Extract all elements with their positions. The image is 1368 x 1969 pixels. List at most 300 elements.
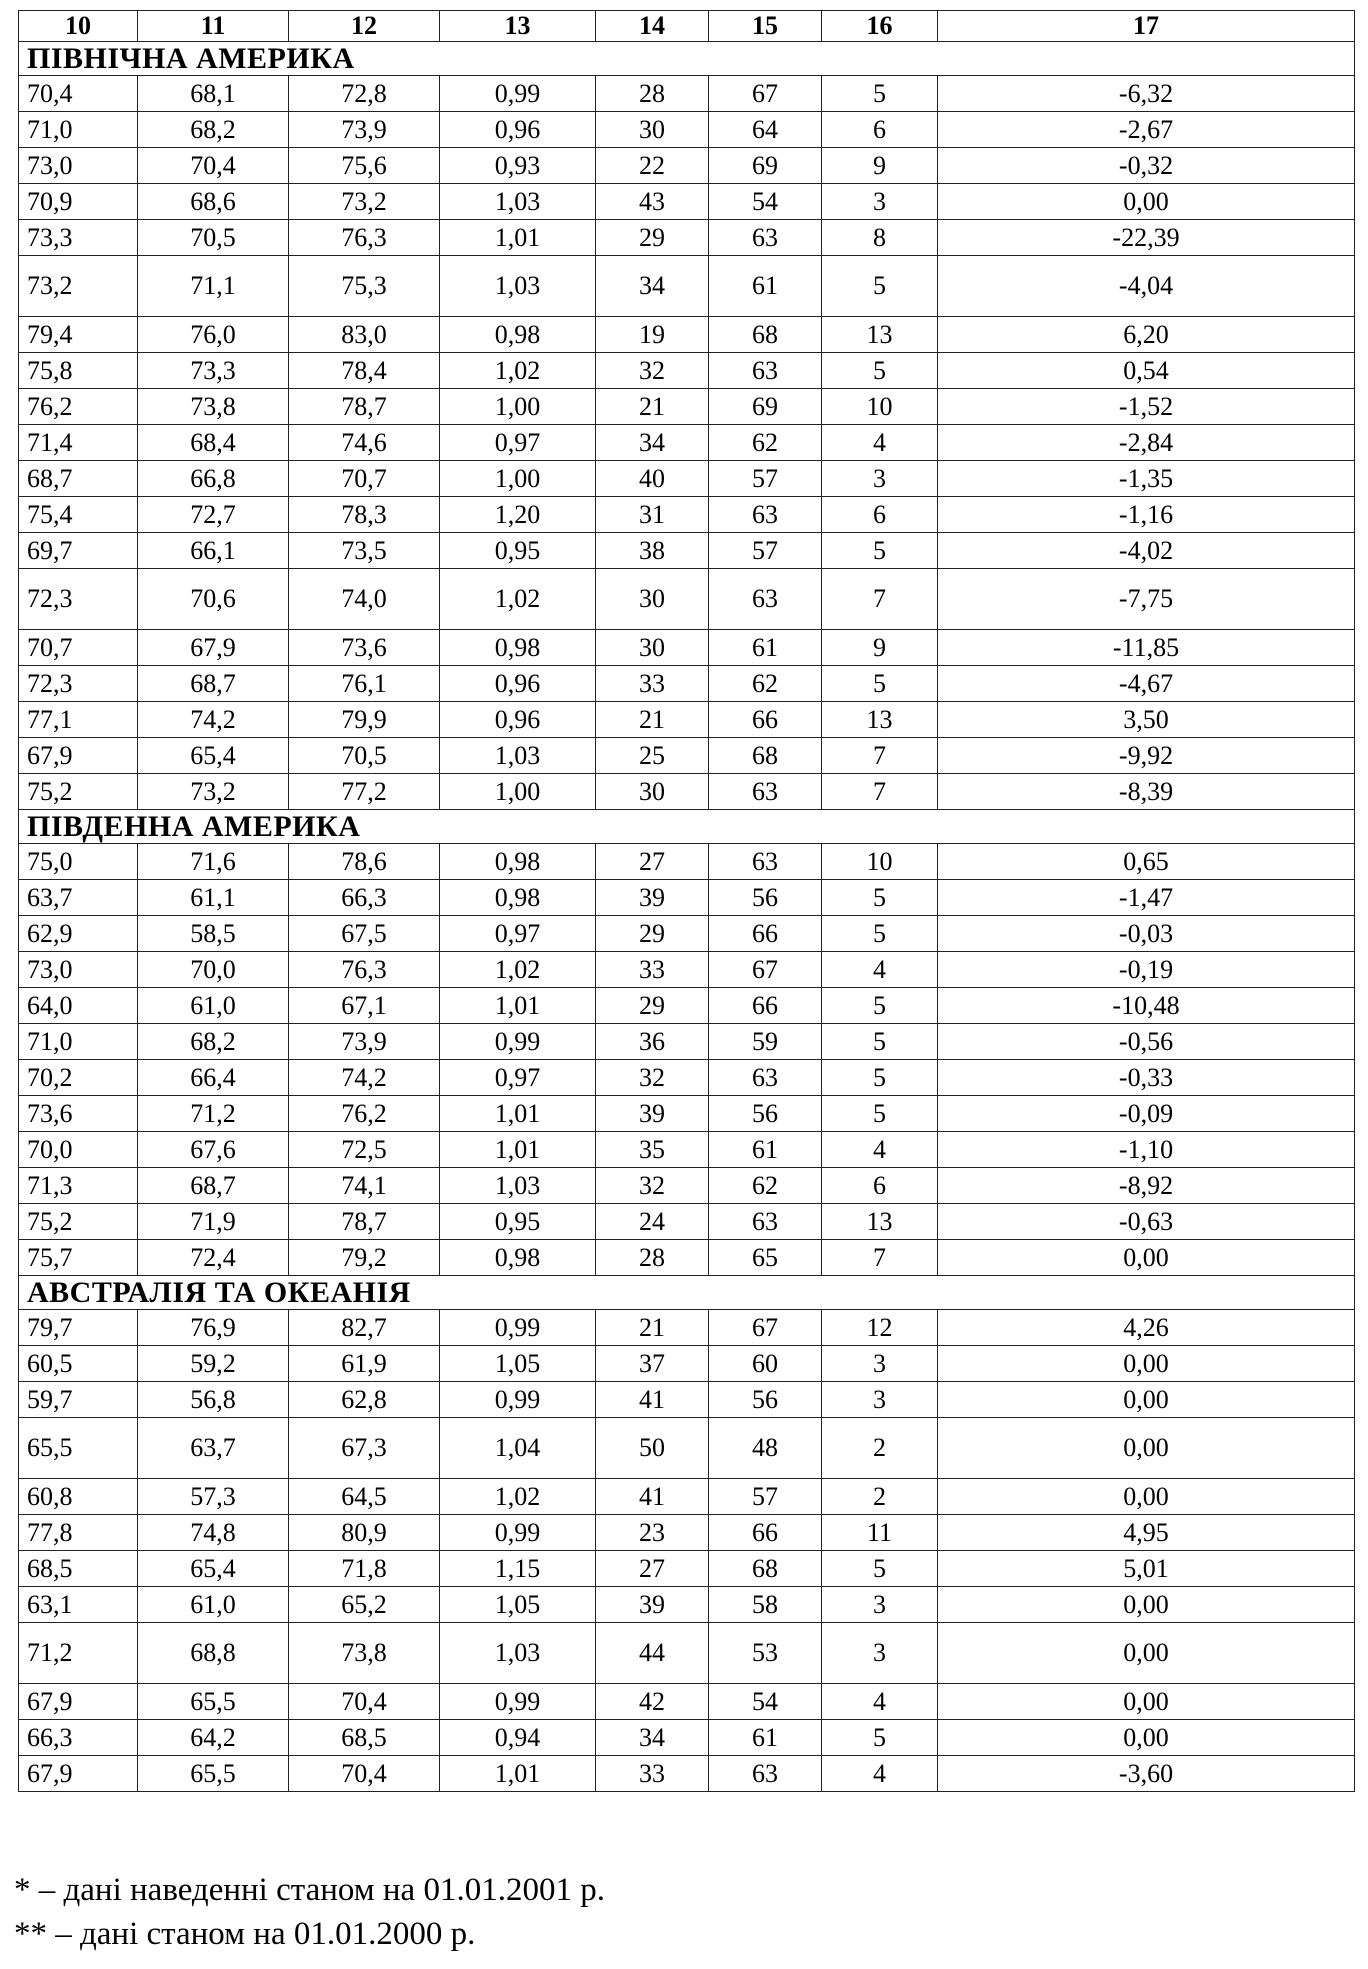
table-cell: 34 xyxy=(596,425,709,461)
table-cell: 83,0 xyxy=(289,317,440,353)
table-cell: 9 xyxy=(822,630,938,666)
table-cell: 33 xyxy=(596,1756,709,1792)
table-cell: 29 xyxy=(596,916,709,952)
table-row xyxy=(19,1418,1355,1479)
table-cell: 6 xyxy=(822,1168,938,1204)
table-cell: 67,9 xyxy=(19,1684,138,1720)
table-cell: -0,63 xyxy=(938,1204,1355,1240)
table-cell: 7 xyxy=(822,738,938,774)
table-cell: 0,94 xyxy=(440,1720,596,1756)
table-cell: -0,33 xyxy=(938,1060,1355,1096)
table-cell: 32 xyxy=(596,353,709,389)
table-row xyxy=(19,774,1355,810)
table-cell: -0,09 xyxy=(938,1096,1355,1132)
table-cell: 76,1 xyxy=(289,666,440,702)
table-cell: 73,2 xyxy=(289,184,440,220)
table-row xyxy=(19,1551,1355,1587)
table-cell: 10 xyxy=(822,389,938,425)
table-cell: 29 xyxy=(596,988,709,1024)
table-cell: 68,2 xyxy=(138,112,289,148)
table-cell: 70,4 xyxy=(289,1756,440,1792)
table-cell: 21 xyxy=(596,1310,709,1346)
table-cell: 13 xyxy=(822,317,938,353)
table-cell: 29 xyxy=(596,220,709,256)
table-cell: 60,8 xyxy=(19,1479,138,1515)
table-cell: 68,1 xyxy=(138,76,289,112)
table-cell: 56 xyxy=(709,1382,822,1418)
table-cell: 74,0 xyxy=(289,569,440,630)
table-cell: 66,3 xyxy=(289,880,440,916)
table-cell: -0,32 xyxy=(938,148,1355,184)
table-cell: 63 xyxy=(709,353,822,389)
table-cell: -9,92 xyxy=(938,738,1355,774)
table-cell: 57 xyxy=(709,533,822,569)
table-cell: 69,7 xyxy=(19,533,138,569)
table-row xyxy=(19,497,1355,533)
table-cell: 65,5 xyxy=(138,1756,289,1792)
table-cell: 0,99 xyxy=(440,1684,596,1720)
table-cell: -22,39 xyxy=(938,220,1355,256)
table-cell: 4,26 xyxy=(938,1310,1355,1346)
table-cell: 5 xyxy=(822,666,938,702)
table-cell: 0,99 xyxy=(440,1024,596,1060)
table-cell: 5 xyxy=(822,1060,938,1096)
table-cell: 65,4 xyxy=(138,738,289,774)
table-cell: 70,7 xyxy=(19,630,138,666)
table-cell: 63 xyxy=(709,774,822,810)
table-cell: 0,00 xyxy=(938,1720,1355,1756)
table-cell: 1,01 xyxy=(440,1132,596,1168)
table-cell: 64,2 xyxy=(138,1720,289,1756)
table-cell: 74,8 xyxy=(138,1515,289,1551)
table-cell: 24 xyxy=(596,1204,709,1240)
table-cell: 1,01 xyxy=(440,988,596,1024)
table-cell: 66 xyxy=(709,702,822,738)
table-cell: 1,03 xyxy=(440,184,596,220)
table-cell: 59 xyxy=(709,1024,822,1060)
table-cell: 67,6 xyxy=(138,1132,289,1168)
table-row xyxy=(19,1346,1355,1382)
table-cell: 3 xyxy=(822,184,938,220)
table-cell: 1,03 xyxy=(440,738,596,774)
table-row xyxy=(19,1240,1355,1276)
table-row xyxy=(19,1720,1355,1756)
table-row xyxy=(19,1024,1355,1060)
table-cell: 1,00 xyxy=(440,389,596,425)
table-cell: 65 xyxy=(709,1240,822,1276)
table-row xyxy=(19,630,1355,666)
table-cell: 0,00 xyxy=(938,1240,1355,1276)
table-body xyxy=(19,42,1355,1792)
data-table xyxy=(18,10,1355,1792)
table-cell: 75,4 xyxy=(19,497,138,533)
table-row xyxy=(19,1168,1355,1204)
table-cell: 72,3 xyxy=(19,666,138,702)
table-cell: 61 xyxy=(709,256,822,317)
table-cell: 78,4 xyxy=(289,353,440,389)
table-cell: 63 xyxy=(709,1756,822,1792)
table-cell: -8,39 xyxy=(938,774,1355,810)
table-cell: -4,02 xyxy=(938,533,1355,569)
table-cell: 75,0 xyxy=(19,844,138,880)
table-cell: 1,15 xyxy=(440,1551,596,1587)
table-cell: 34 xyxy=(596,256,709,317)
table-cell: 75,6 xyxy=(289,148,440,184)
table-cell: 32 xyxy=(596,1060,709,1096)
table-cell: 28 xyxy=(596,76,709,112)
table-cell: 4 xyxy=(822,1684,938,1720)
table-cell: 57 xyxy=(709,1479,822,1515)
section-title: ПІВНІЧНА АМЕРИКА xyxy=(19,42,1355,76)
table-cell: 0,00 xyxy=(938,1346,1355,1382)
table-cell: 76,0 xyxy=(138,317,289,353)
table-cell: -0,19 xyxy=(938,952,1355,988)
table-cell: 70,9 xyxy=(19,184,138,220)
table-cell: 1,03 xyxy=(440,256,596,317)
table-cell: 73,8 xyxy=(138,389,289,425)
table-cell: 42 xyxy=(596,1684,709,1720)
table-cell: -0,03 xyxy=(938,916,1355,952)
table-row xyxy=(19,220,1355,256)
table-cell: -2,84 xyxy=(938,425,1355,461)
table-row xyxy=(19,1060,1355,1096)
table-cell: 30 xyxy=(596,774,709,810)
table-cell: 66,3 xyxy=(19,1720,138,1756)
table-cell: -1,10 xyxy=(938,1132,1355,1168)
table-cell: 66 xyxy=(709,916,822,952)
table-cell: 54 xyxy=(709,1684,822,1720)
table-cell: 67,1 xyxy=(289,988,440,1024)
table-cell: 37 xyxy=(596,1346,709,1382)
table-cell: 4,95 xyxy=(938,1515,1355,1551)
table-cell: 76,3 xyxy=(289,220,440,256)
table-cell: 71,2 xyxy=(138,1096,289,1132)
table-cell: 72,4 xyxy=(138,1240,289,1276)
table-cell: 62 xyxy=(709,1168,822,1204)
table-cell: 78,7 xyxy=(289,389,440,425)
table-cell: 30 xyxy=(596,630,709,666)
table-cell: 54 xyxy=(709,184,822,220)
table-cell: 22 xyxy=(596,148,709,184)
table-cell: 3 xyxy=(822,1587,938,1623)
table-cell: 72,5 xyxy=(289,1132,440,1168)
table-cell: 63,7 xyxy=(19,880,138,916)
table-cell: 74,6 xyxy=(289,425,440,461)
table-cell: 1,02 xyxy=(440,952,596,988)
table-cell: 57,3 xyxy=(138,1479,289,1515)
table-cell: 68,5 xyxy=(19,1551,138,1587)
table-cell: 7 xyxy=(822,1240,938,1276)
table-cell: 70,7 xyxy=(289,461,440,497)
table-cell: 5 xyxy=(822,353,938,389)
table-cell: 0,98 xyxy=(440,317,596,353)
footnote-2: ** – дані станом на 01.01.2000 р. xyxy=(14,1916,476,1952)
table-cell: 3 xyxy=(822,461,938,497)
table-cell: 79,4 xyxy=(19,317,138,353)
table-cell: 30 xyxy=(596,569,709,630)
table-cell: 40 xyxy=(596,461,709,497)
table-cell: 21 xyxy=(596,389,709,425)
table-cell: -7,75 xyxy=(938,569,1355,630)
table-cell: 61,9 xyxy=(289,1346,440,1382)
table-cell: 67,9 xyxy=(19,1756,138,1792)
table-cell: 70,6 xyxy=(138,569,289,630)
table-cell: 1,05 xyxy=(440,1346,596,1382)
table-cell: 1,05 xyxy=(440,1587,596,1623)
table-cell: 1,00 xyxy=(440,461,596,497)
table-cell: 1,04 xyxy=(440,1418,596,1479)
table-cell: 68,7 xyxy=(19,461,138,497)
table-cell: 71,9 xyxy=(138,1204,289,1240)
table-cell: 4 xyxy=(822,1132,938,1168)
table-row xyxy=(19,702,1355,738)
table-cell: 59,7 xyxy=(19,1382,138,1418)
table-cell: 0,97 xyxy=(440,1060,596,1096)
table-cell: 1,02 xyxy=(440,1479,596,1515)
column-header: 17 xyxy=(938,11,1355,42)
table-cell: 68,7 xyxy=(138,1168,289,1204)
table-cell: 76,9 xyxy=(138,1310,289,1346)
table-cell: 0,00 xyxy=(938,1382,1355,1418)
table-row xyxy=(19,533,1355,569)
table-row xyxy=(19,256,1355,317)
table-cell: 76,3 xyxy=(289,952,440,988)
table-cell: 7 xyxy=(822,774,938,810)
table-cell: 35 xyxy=(596,1132,709,1168)
table-cell: 48 xyxy=(709,1418,822,1479)
section-title: АВСТРАЛІЯ ТА ОКЕАНІЯ xyxy=(19,1276,1355,1310)
table-cell: 13 xyxy=(822,702,938,738)
table-cell: 74,2 xyxy=(289,1060,440,1096)
table-cell: 65,4 xyxy=(138,1551,289,1587)
table-cell: 0,00 xyxy=(938,1623,1355,1684)
table-cell: 71,0 xyxy=(19,1024,138,1060)
table-cell: 41 xyxy=(596,1479,709,1515)
table-cell: 72,7 xyxy=(138,497,289,533)
table-cell: 64,5 xyxy=(289,1479,440,1515)
table-cell: 75,2 xyxy=(19,1204,138,1240)
table-cell: 0,00 xyxy=(938,184,1355,220)
table-cell: 77,2 xyxy=(289,774,440,810)
column-header: 11 xyxy=(138,11,289,42)
table-cell: 56 xyxy=(709,880,822,916)
table-row xyxy=(19,1479,1355,1515)
table-cell: 41 xyxy=(596,1382,709,1418)
table-cell: 69 xyxy=(709,389,822,425)
table-cell: 38 xyxy=(596,533,709,569)
table-cell: 69 xyxy=(709,148,822,184)
table-cell: 7 xyxy=(822,569,938,630)
table-cell: 66,4 xyxy=(138,1060,289,1096)
table-row xyxy=(19,880,1355,916)
table-cell: 5 xyxy=(822,256,938,317)
table-row xyxy=(19,148,1355,184)
table-cell: 53 xyxy=(709,1623,822,1684)
column-header: 16 xyxy=(822,11,938,42)
table-cell: 70,4 xyxy=(138,148,289,184)
table-cell: 79,2 xyxy=(289,1240,440,1276)
table-cell: 73,9 xyxy=(289,1024,440,1060)
table-cell: 62,8 xyxy=(289,1382,440,1418)
table-cell: 33 xyxy=(596,666,709,702)
table-cell: 72,3 xyxy=(19,569,138,630)
table-cell: 77,8 xyxy=(19,1515,138,1551)
table-cell: 33 xyxy=(596,952,709,988)
table-cell: 5 xyxy=(822,1024,938,1060)
table-cell: 75,7 xyxy=(19,1240,138,1276)
table-cell: 61,1 xyxy=(138,880,289,916)
table-cell: 28 xyxy=(596,1240,709,1276)
table-cell: -1,47 xyxy=(938,880,1355,916)
table-cell: 68 xyxy=(709,1551,822,1587)
table-cell: 56,8 xyxy=(138,1382,289,1418)
table-cell: 0,54 xyxy=(938,353,1355,389)
table-cell: 27 xyxy=(596,844,709,880)
table-cell: 21 xyxy=(596,702,709,738)
table-row xyxy=(19,1310,1355,1346)
table-cell: 71,1 xyxy=(138,256,289,317)
column-header: 15 xyxy=(709,11,822,42)
table-cell: 71,2 xyxy=(19,1623,138,1684)
table-cell: 70,0 xyxy=(138,952,289,988)
table-cell: 39 xyxy=(596,1096,709,1132)
table-row xyxy=(19,461,1355,497)
table-cell: 68 xyxy=(709,738,822,774)
table-cell: 0,99 xyxy=(440,1310,596,1346)
table-cell: 0,98 xyxy=(440,880,596,916)
table-cell: 36 xyxy=(596,1024,709,1060)
table-row xyxy=(19,1684,1355,1720)
table-cell: 0,95 xyxy=(440,1204,596,1240)
table-cell: 0,96 xyxy=(440,112,596,148)
table-cell: 60,5 xyxy=(19,1346,138,1382)
footnotes xyxy=(14,1868,605,1956)
column-header: 12 xyxy=(289,11,440,42)
table-cell: 1,01 xyxy=(440,1096,596,1132)
table-cell: 75,8 xyxy=(19,353,138,389)
table-row xyxy=(19,425,1355,461)
section-header-row xyxy=(19,42,1355,76)
table-cell: 5 xyxy=(822,1551,938,1587)
table-cell: 62 xyxy=(709,425,822,461)
table-cell: -0,56 xyxy=(938,1024,1355,1060)
table-cell: 71,3 xyxy=(19,1168,138,1204)
footnote-1: * – дані наведенні станом на 01.01.2001 р. xyxy=(14,1872,605,1908)
table-cell: 3,50 xyxy=(938,702,1355,738)
table-cell: 70,5 xyxy=(289,738,440,774)
table-cell: 1,02 xyxy=(440,353,596,389)
table-cell: 73,0 xyxy=(19,148,138,184)
table-cell: 4 xyxy=(822,952,938,988)
table-cell: 61,0 xyxy=(138,1587,289,1623)
table-cell: 2 xyxy=(822,1479,938,1515)
table-cell: 0,00 xyxy=(938,1479,1355,1515)
column-header: 10 xyxy=(19,11,138,42)
table-cell: 6,20 xyxy=(938,317,1355,353)
table-cell: 77,1 xyxy=(19,702,138,738)
table-cell: 67,9 xyxy=(138,630,289,666)
table-cell: 74,1 xyxy=(289,1168,440,1204)
table-row xyxy=(19,666,1355,702)
table-cell: 68,7 xyxy=(138,666,289,702)
table-row xyxy=(19,1204,1355,1240)
table-cell: 63 xyxy=(709,1204,822,1240)
table-row xyxy=(19,389,1355,425)
table-cell: 76,2 xyxy=(19,389,138,425)
table-cell: 8 xyxy=(822,220,938,256)
table-cell: 12 xyxy=(822,1310,938,1346)
table-cell: 66,8 xyxy=(138,461,289,497)
table-cell: 31 xyxy=(596,497,709,533)
table-cell: 0,97 xyxy=(440,916,596,952)
table-cell: -11,85 xyxy=(938,630,1355,666)
table-cell: 80,9 xyxy=(289,1515,440,1551)
table-cell: 73,5 xyxy=(289,533,440,569)
table-row xyxy=(19,952,1355,988)
table-cell: 74,2 xyxy=(138,702,289,738)
table-cell: 68,4 xyxy=(138,425,289,461)
table-cell: 64,0 xyxy=(19,988,138,1024)
table-cell: 73,8 xyxy=(289,1623,440,1684)
section-title: ПІВДЕННА АМЕРИКА xyxy=(19,810,1355,844)
table-cell: 71,6 xyxy=(138,844,289,880)
table-cell: 4 xyxy=(822,425,938,461)
table-cell: 0,99 xyxy=(440,76,596,112)
table-cell: 67,9 xyxy=(19,738,138,774)
table-cell: 4 xyxy=(822,1756,938,1792)
table-cell: 0,97 xyxy=(440,425,596,461)
table-cell: 11 xyxy=(822,1515,938,1551)
table-cell: 63 xyxy=(709,569,822,630)
table-cell: 1,03 xyxy=(440,1168,596,1204)
table-row xyxy=(19,916,1355,952)
table-cell: 39 xyxy=(596,880,709,916)
table-row xyxy=(19,353,1355,389)
table-cell: 73,0 xyxy=(19,952,138,988)
table-cell: 65,2 xyxy=(289,1587,440,1623)
table-cell: 79,7 xyxy=(19,1310,138,1346)
table-cell: 63 xyxy=(709,844,822,880)
table-cell: 5 xyxy=(822,1720,938,1756)
table-cell: 67,5 xyxy=(289,916,440,952)
table-cell: 6 xyxy=(822,497,938,533)
table-cell: 78,6 xyxy=(289,844,440,880)
table-cell: 73,9 xyxy=(289,112,440,148)
table-cell: 3 xyxy=(822,1346,938,1382)
table-cell: 68,6 xyxy=(138,184,289,220)
section-header-row xyxy=(19,1276,1355,1310)
table-cell: 66,1 xyxy=(138,533,289,569)
table-cell: 57 xyxy=(709,461,822,497)
table-cell: 73,6 xyxy=(289,630,440,666)
table-cell: 58 xyxy=(709,1587,822,1623)
table-cell: 32 xyxy=(596,1168,709,1204)
column-header: 13 xyxy=(440,11,596,42)
table-cell: 67,3 xyxy=(289,1418,440,1479)
table-row xyxy=(19,1096,1355,1132)
table-cell: 71,4 xyxy=(19,425,138,461)
table-cell: 68,8 xyxy=(138,1623,289,1684)
table-cell: 75,2 xyxy=(19,774,138,810)
table-cell: 70,0 xyxy=(19,1132,138,1168)
table-row xyxy=(19,317,1355,353)
table-cell: 73,3 xyxy=(138,353,289,389)
table-cell: 61 xyxy=(709,630,822,666)
table-row xyxy=(19,1132,1355,1168)
table-cell: 43 xyxy=(596,184,709,220)
table-row xyxy=(19,1382,1355,1418)
table-row xyxy=(19,1515,1355,1551)
